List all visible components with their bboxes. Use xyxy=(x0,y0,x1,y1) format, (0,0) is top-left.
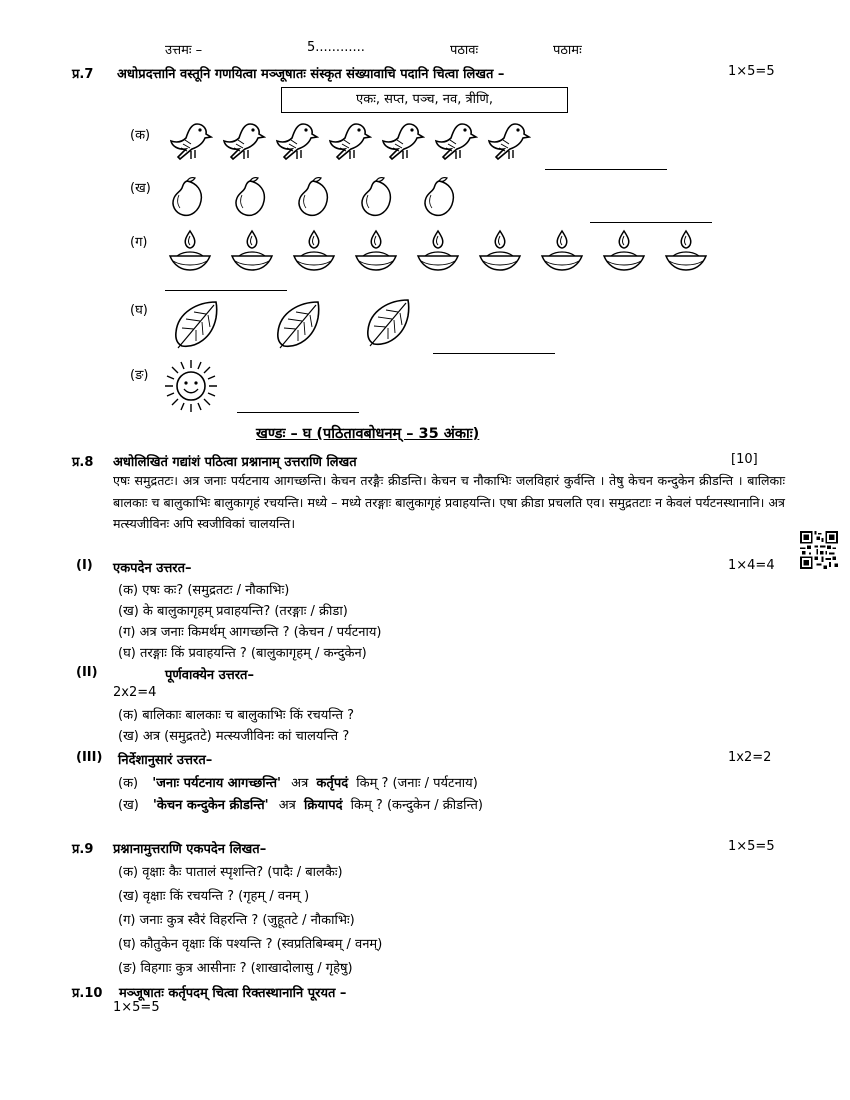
q8-part1-item: (ग) अत्र जनाः किमर्थम् आगच्छन्ति ? (केचन / पर्यटनाय) xyxy=(118,625,382,640)
q8-part1-marks: 1×4=4 xyxy=(728,558,775,573)
answer-line-gha xyxy=(433,353,555,354)
item-quote: 'जनाः पर्यटनाय आगच्छन्ति' xyxy=(152,776,282,791)
header-pathamah: पठामः xyxy=(553,43,582,58)
q8-part3-marks: 1x2=2 xyxy=(728,750,772,765)
item-key: क्रियापदं xyxy=(303,798,343,813)
diya-icon xyxy=(415,228,461,274)
answer-line-kha xyxy=(590,222,712,223)
q9-item: (ङ) विहगाः कुत्र आसीनाः ? (शाखादोलासु / गृहेषु) xyxy=(118,961,353,976)
q8-part2-title: पूर्णवाक्येन उत्तरत– xyxy=(165,668,254,683)
parrot-icon xyxy=(218,118,266,166)
header-five: 5............ xyxy=(307,40,365,55)
q9-item: (क) वृक्षाः कैः पातालं स्पृशन्ति? (पादैः / बालकैः) xyxy=(118,865,343,880)
item-post: किम् ? (कन्दुकेन / क्रीडन्ति) xyxy=(350,798,483,813)
q7-row-label-nga: (ङ) xyxy=(130,368,149,383)
parrot-icon xyxy=(430,118,478,166)
q8-part1-item: (घ) तरङ्गाः किं प्रवाहयन्ति ? (बालुकागृहम् / कन्दुकेन) xyxy=(118,646,367,661)
diya-icon xyxy=(601,228,647,274)
q9-item: (घ) कौतुकेन वृक्षाः किं पश्यन्ति ? (स्वप्रतिबिम्बम् / वनम्) xyxy=(118,937,383,952)
answer-line-ka xyxy=(545,169,667,170)
q8-part2-item: (ख) अत्र (समुद्रतटे) मत्स्यजीविनः कां चालयन्ति ? xyxy=(118,729,350,744)
q7-row-label-gha: (घ) xyxy=(130,303,148,318)
sun-icon xyxy=(163,358,219,414)
q8-part2-marks: 2x2=4 xyxy=(113,685,157,700)
leaf-icon xyxy=(362,296,414,350)
q7-row-kha-icons xyxy=(165,175,459,219)
q7-row-label-ka: (क) xyxy=(130,128,151,143)
header-pathav: पठावः xyxy=(450,43,479,58)
leaf-icon xyxy=(272,298,324,352)
mango-icon xyxy=(291,175,333,219)
q8-title: अधोलिखितं गद्यांशं पठित्वा प्रश्नानाम् उत्तराणि लिखत xyxy=(113,455,357,470)
diya-icon xyxy=(167,228,213,274)
item-mid: अत्र xyxy=(278,798,296,813)
q7-row-label-kha: (ख) xyxy=(130,181,151,196)
q7-row-label-ga: (ग) xyxy=(130,235,148,250)
q7-row-ka-icons xyxy=(165,118,531,166)
q7-number: प्र.7 xyxy=(72,67,94,82)
item-key: कर्तृपदं xyxy=(316,776,349,791)
item-quote: 'केचन कन्दुकेन क्रीडन्ति' xyxy=(152,798,269,813)
q9-number: प्र.9 xyxy=(72,842,94,857)
q8-part2-item: (क) बालिकाः बालकाः च बालुकाभिः किं रचयन्ति ? xyxy=(118,708,355,723)
item-prefix: (क) xyxy=(118,776,139,791)
parrot-icon xyxy=(324,118,372,166)
q8-part1-title: एकपदेन उत्तरत– xyxy=(113,561,192,576)
qr-code xyxy=(800,531,838,569)
q7-options-box: एकः, सप्त, पञ्च, नव, त्रीणि, xyxy=(281,87,568,113)
diya-icon xyxy=(291,228,337,274)
item-post: किम् ? (जनाः / पर्यटनाय) xyxy=(356,776,478,791)
parrot-icon xyxy=(165,118,213,166)
q7-marks: 1×5=5 xyxy=(728,64,775,79)
header-uttam: उत्तमः – xyxy=(165,43,203,58)
mango-icon xyxy=(165,175,207,219)
q8-part1-item: (ख) के बालुकागृहम् प्रवाहयन्ति? (तरङ्गाः / क्रीडा) xyxy=(118,604,348,619)
q8-passage: एषः समुद्रतटः। अत्र जनाः पर्यटनाय आगच्छन्ति। केचन तरङ्गैः क्रीडन्ति। केचन च नौकाभिः जलविहारं कुर्वन्ति । तेषु केचन कन्दुकेन क्रीडन्ति । बालिकाः बालकाः च बालुकाभिः बालुकागृहं रचयन्ति। मध्ये – मध्ये तरङ्गाः बालुकागृहं प्रवाहयन्ति। एषा क्रीडा प्रचलति एव। समुद्रतटाः न केवलं पर्यटनस्थानानि। अत्र मत्स्यजीविनः अपि स्वजीविकां चालयन्ति। xyxy=(113,473,785,532)
q8-part3-item xyxy=(118,795,483,813)
q8-part2-label: (II) xyxy=(76,665,98,680)
diya-icon xyxy=(353,228,399,274)
diya-icon xyxy=(229,228,275,274)
section-title: खण्डः – घ (पठितावबोधनम् – 35 अंकाः) xyxy=(256,426,480,442)
q8-part3-title: निर्देशानुसारं उत्तरत– xyxy=(118,753,213,768)
diya-icon xyxy=(477,228,523,274)
answer-line-ga xyxy=(165,290,287,291)
mango-icon xyxy=(228,175,270,219)
parrot-icon xyxy=(483,118,531,166)
diya-icon xyxy=(663,228,709,274)
q10-marks: 1×5=5 xyxy=(113,1000,160,1015)
leaf-icon xyxy=(170,298,222,352)
q9-item: (ख) वृक्षाः किं रचयन्ति ? (गृहम् / वनम् ) xyxy=(118,889,310,904)
q10-number: प्र.10 xyxy=(72,986,103,1001)
q9-item: (ग) जनाः कुत्र स्वैरं विहरन्ति ? (जुहूतटे / नौकाभिः) xyxy=(118,913,355,928)
q7-row-ga-icons xyxy=(167,228,709,274)
item-prefix: (ख) xyxy=(118,798,139,813)
diya-icon xyxy=(539,228,585,274)
mango-icon xyxy=(417,175,459,219)
parrot-icon xyxy=(271,118,319,166)
q8-part1-label: (I) xyxy=(76,558,93,573)
q10-title: मञ्जूषातः कर्तृपदम् चित्वा रिक्तस्थानानि पूरयत – xyxy=(119,986,347,1001)
q7-title: अधोप्रदत्तानि वस्तूनि गणयित्वा मञ्जूषातः संस्कृत संख्यावाचि पदानि चित्वा लिखत – xyxy=(117,67,505,82)
parrot-icon xyxy=(377,118,425,166)
q9-marks: 1×5=5 xyxy=(728,839,775,854)
answer-line-nga xyxy=(237,412,359,413)
q8-marks: [10] xyxy=(731,452,758,467)
mango-icon xyxy=(354,175,396,219)
item-mid: अत्र xyxy=(291,776,309,791)
q8-part3-label: (III) xyxy=(76,750,103,765)
q8-part3-item xyxy=(118,773,478,791)
q9-title: प्रश्नानामुत्तराणि एकपदेन लिखत– xyxy=(113,842,267,857)
q8-number: प्र.8 xyxy=(72,455,94,470)
q8-part1-item: (क) एषः कः? (समुद्रतटः / नौकाभिः) xyxy=(118,583,290,598)
